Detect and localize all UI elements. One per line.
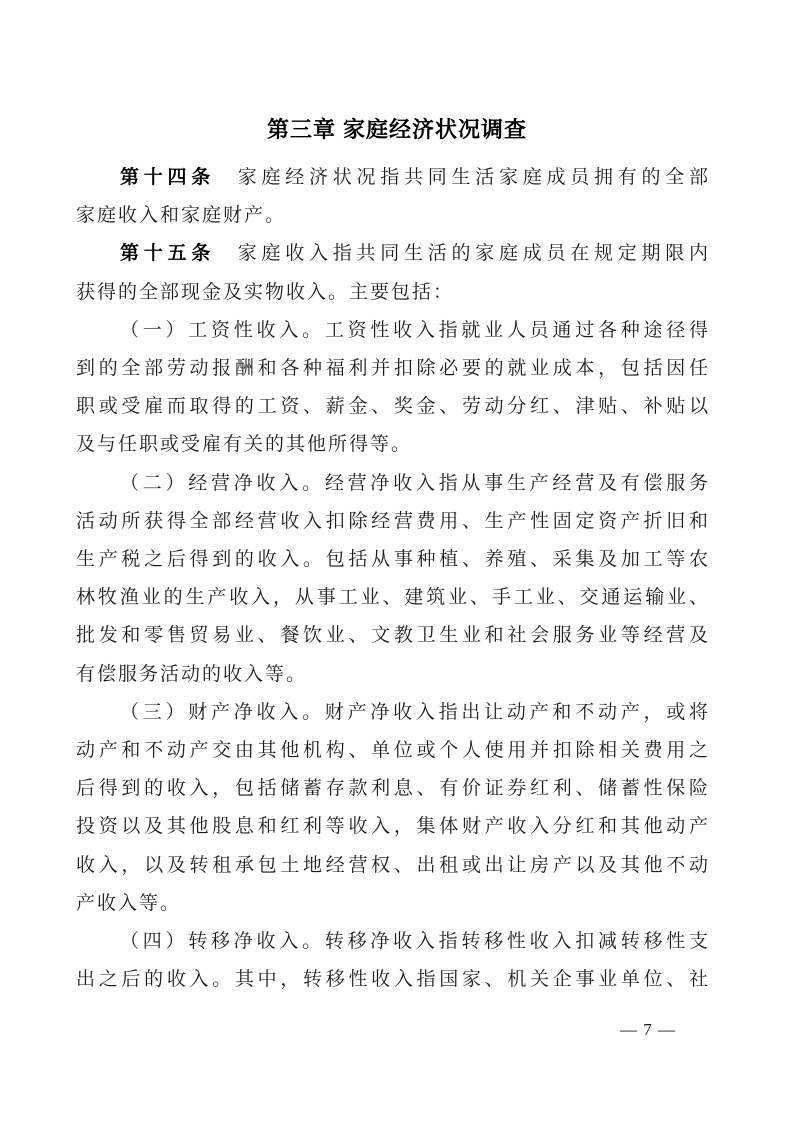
text-line: 批发和零售贸易业、餐饮业、文教卫生业和社会服务业等经营及 xyxy=(76,625,710,647)
article-number: 第十四条 xyxy=(120,167,215,188)
text-line: 及与任职或受雇有关的其他所得等。 xyxy=(76,434,413,456)
text-line: 投资以及其他股息和红利等收入，集体财产收入分红和其他动产 xyxy=(76,816,710,838)
page-number: — 7 — xyxy=(620,1020,676,1039)
text-line: 动产和不动产交由其他机构、单位或个人使用并扣除相关费用之 xyxy=(76,740,710,762)
text-line: 第十四条 家庭经济状况指共同生活家庭成员拥有的全部 xyxy=(120,167,710,188)
text-line: 生产税之后得到的收入。包括从事种植、养殖、采集及加工等农 xyxy=(76,549,710,571)
text-line: 到的全部劳动报酬和各种福利并扣除必要的就业成本，包括因任 xyxy=(76,358,710,380)
chapter-title: 第三章 家庭经济状况调查 xyxy=(266,117,528,142)
text-line: （二）经营净收入。经营净收入指从事生产经营及有偿服务 xyxy=(120,472,710,494)
paragraph xyxy=(76,235,710,311)
text-line: 家庭收入和家庭财产。 xyxy=(76,205,287,227)
document-body xyxy=(76,159,710,999)
text-line: 出之后的收入。其中，转移性收入指国家、机关企事业单位、社 xyxy=(76,969,710,991)
article-number: 第十五条 xyxy=(120,243,215,265)
paragraph xyxy=(76,312,710,465)
paragraph xyxy=(76,694,710,923)
text-line: 第十五条 家庭收入指共同生活的家庭成员在规定期限内 xyxy=(120,243,710,265)
text-line: （三）财产净收入。财产净收入指出让动产和不动产，或将 xyxy=(120,701,710,723)
text-line: 活动所获得全部经营收入扣除经营费用、生产性固定资产折旧和 xyxy=(76,510,710,532)
text-line: 获得的全部现金及实物收入。主要包括： xyxy=(76,281,455,303)
paragraph xyxy=(76,159,710,235)
paragraph xyxy=(76,923,710,999)
text-line: 职或受雇而取得的工资、薪金、奖金、劳动分红、津贴、补贴以 xyxy=(76,396,710,418)
text-line: 后得到的收入，包括储蓄存款利息、有价证券红利、储蓄性保险 xyxy=(76,778,710,800)
text-line: 林牧渔业的生产收入，从事工业、建筑业、手工业、交通运输业、 xyxy=(76,587,710,609)
text-line: （一）工资性收入。工资性收入指就业人员通过各种途径得 xyxy=(120,319,710,341)
text-line: （四）转移净收入。转移净收入指转移性收入扣减转移性支 xyxy=(120,931,710,953)
text-line: 收入，以及转租承包土地经营权、出租或出让房产以及其他不动 xyxy=(76,854,710,876)
text-line: 产收入等。 xyxy=(76,892,182,914)
paragraph xyxy=(76,465,710,694)
text-line: 有偿服务活动的收入等。 xyxy=(76,663,308,685)
